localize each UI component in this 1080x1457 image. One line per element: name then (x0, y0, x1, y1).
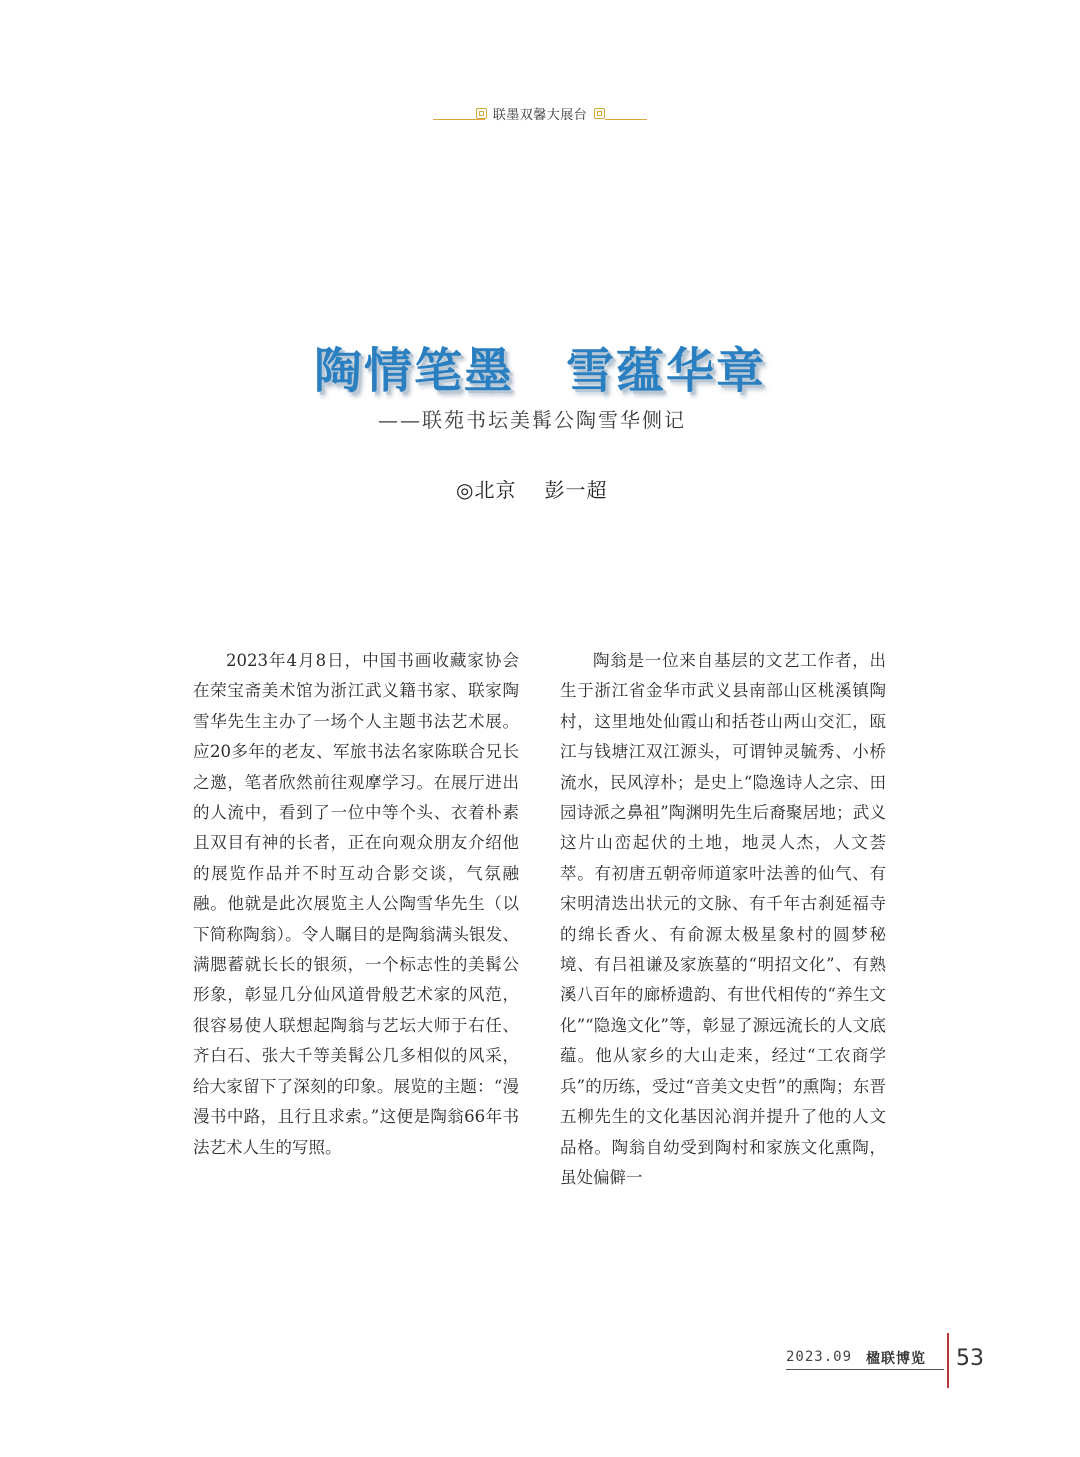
title-part-2: 雪蕴华章 (566, 343, 767, 399)
body-paragraph: 2023年4月8日，中国书画收藏家协会在荣宝斋美术馆为浙江武义籍书家、联家陶雪华先生主办了一场个人主题书法艺术展。应20多年的老友、军旅书法名家陈联合兄长之邀，笔者欣然前往观摩学习。在展厅进出的人流中，看到了一位中等个头、衣着朴素且双目有神的长者，正在向观众朋友介绍他的展览作品并不时互动合影交谈，气氛融融。他就是此次展览主人公陶雪华先生（以下简称陶翁）。令人瞩目的是陶翁满头银发、满腮蓄就长长的银须，一个标志性的美髯公形象，彰显几分仙风道骨般艺术家的风范，很容易使人联想起陶翁与艺坛大师于右任、齐白石、张大千等美髯公几多相似的风采，给大家留下了深刻的印象。展览的主题：“漫漫书中路，且行且求索。”这便是陶翁66年书法艺术人生的写照。 (193, 651, 519, 1157)
byline-location: ◎北京 (456, 478, 517, 502)
footer-magazine-name: 楹联博览 (866, 1351, 926, 1367)
footer-divider (947, 1333, 949, 1388)
title-part-1: 陶情笔墨 (313, 343, 514, 399)
body-column-left (193, 646, 519, 1163)
article-title (0, 332, 1080, 401)
footer-issue-date: 2023.09 (786, 1349, 853, 1365)
header-fret-ornament-left (476, 108, 487, 119)
article-subtitle: ——联苑书坛美髯公陶雪华侧记 (378, 408, 686, 432)
article-byline (456, 474, 607, 503)
section-label: 联墨双馨大展台 (492, 108, 588, 123)
header-fret-ornament-right (594, 108, 605, 119)
body-column-right (560, 646, 886, 1193)
body-paragraph: 陶翁是一位来自基层的文艺工作者，出生于浙江省金华市武义县南部山区桃溪镇陶村，这里地处仙霞山和括苍山两山交汇，瓯江与钱塘江双江源头，可谓钟灵毓秀、小桥流水，民风淳朴；是史上“隐逸诗人之宗、田园诗派之鼻祖”陶渊明先生后裔聚居地；武义这片山峦起伏的土地，地灵人杰，人文荟萃。有初唐五朝帝师道家叶法善的仙气、有宋明清迭出状元的文脉、有千年古刹延福寺的绵长香火、有俞源太极星象村的圆梦秘境、有吕祖谦及家族墓的“明招文化”、有熟溪八百年的廊桥遗韵、有世代相传的“养生文化”“隐逸文化”等，彰显了源远流长的人文底蕴。他从家乡的大山走来，经过“工农商学兵”的历练，受过“音美文史哲”的熏陶；东晋五柳先生的文化基因沁润并提升了他的人文品格。陶翁自幼受到陶村和家族文化熏陶，虽处偏僻一 (560, 651, 886, 1187)
header-rule-left (433, 119, 485, 120)
section-header (0, 96, 1080, 128)
page-number: 53 (956, 1346, 984, 1371)
header-rule-right (605, 119, 647, 120)
byline-author: 彭一超 (544, 478, 608, 502)
footer-rule (786, 1369, 944, 1370)
